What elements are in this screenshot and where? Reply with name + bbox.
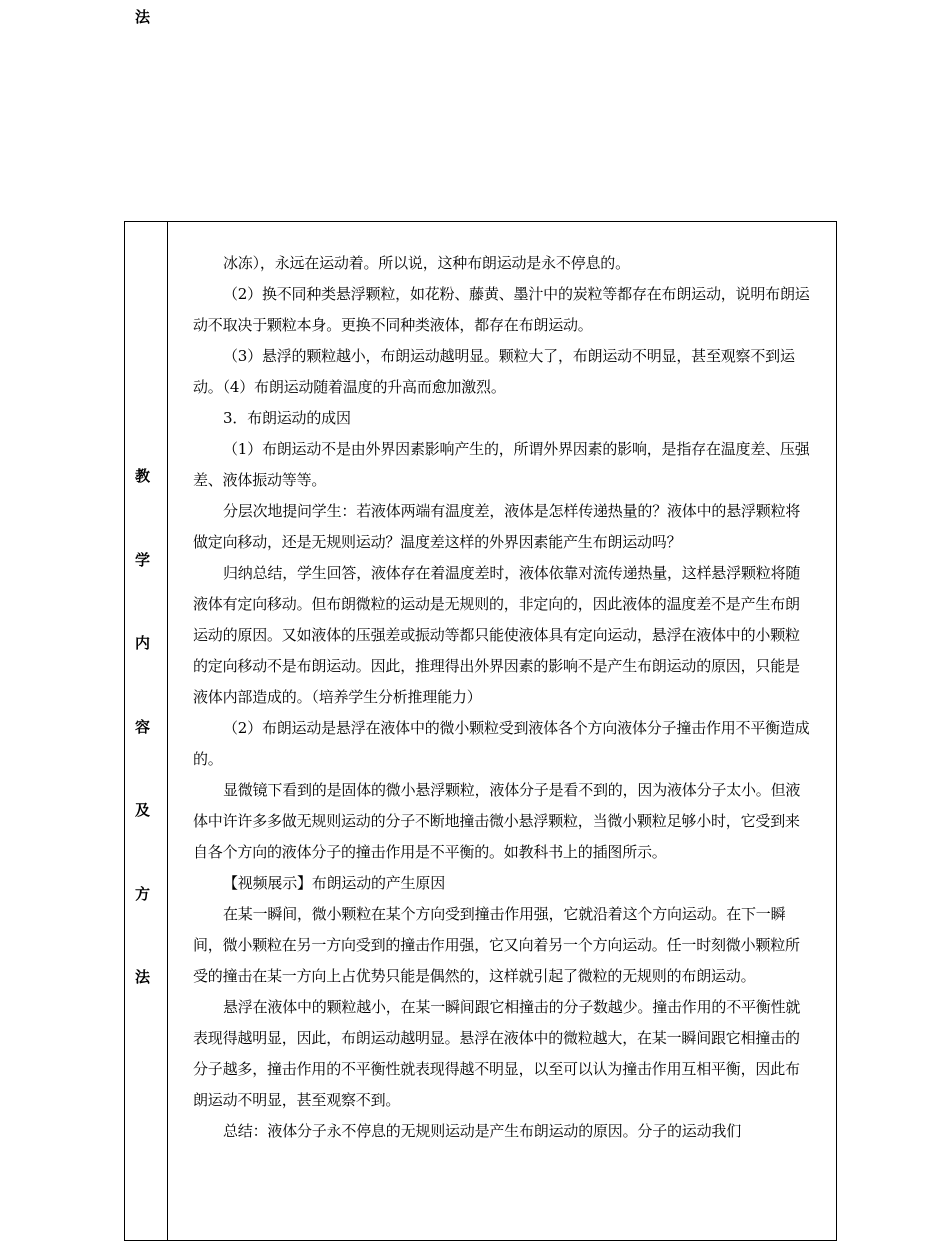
paragraph: 总结：液体分子永不停息的无规则运动是产生布朗运动的原因。分子的运动我们 <box>223 1122 742 1140</box>
section-heading: 3．布朗运动的成因 <box>223 409 351 427</box>
lesson-table <box>124 221 837 1241</box>
section-label-fragment: 法 <box>135 8 151 26</box>
side-label-char: 学 <box>135 551 151 569</box>
side-label-char: 及 <box>135 801 151 819</box>
video-note: 【视频展示】布朗运动的产生原因 <box>223 874 446 892</box>
lesson-content <box>193 248 811 1147</box>
paragraph: （2）布朗运动是悬浮在液体中的微小颗粒受到液体各个方向液体分子撞击作用不平衡造成的。 <box>193 719 810 768</box>
side-label-char: 方 <box>135 885 151 903</box>
paragraph: 冰冻），永远在运动着。所以说，这种布朗运动是永不停息的。 <box>223 254 630 272</box>
side-label-char: 内 <box>135 634 151 652</box>
paragraph: 分层次地提问学生：若液体两端有温度差，液体是怎样传递热量的？液体中的悬浮颗粒将做定向移动，还是无规则运动？温度差这样的外界因素能产生布朗运动吗？ <box>193 502 801 551</box>
paragraph: （1）布朗运动不是由外界因素影响产生的，所谓外界因素的影响，是指存在温度差、压强差、液体振动等等。 <box>193 440 810 489</box>
side-label-column <box>125 222 168 1240</box>
side-label-char: 容 <box>135 718 151 736</box>
paragraph: （3）悬浮的颗粒越小，布朗运动越明显。颗粒大了，布朗运动不明显，甚至观察不到运动。（4）布朗运动随着温度的升高而愈加激烈。 <box>193 347 795 396</box>
side-label-char: 教 <box>135 467 151 485</box>
side-label-char: 法 <box>135 968 151 986</box>
paragraph: 在某一瞬间，微小颗粒在某个方向受到撞击作用强，它就沿着这个方向运动。在下一瞬间，微小颗粒在另一方向受到的撞击作用强，它又向着另一个方向运动。任一时刻微小颗粒所受的撞击在某一方向上占优势只能是偶然的，这样就引起了微粒的无规则的布朗运动。 <box>193 905 800 985</box>
paragraph: 归纳总结，学生回答，液体存在着温度差时，液体依靠对流传递热量，这样悬浮颗粒将随液体有定向移动。但布朗微粒的运动是无规则的，非定向的，因此液体的温度差不是产生布朗运动的原因。又如液体的压强差或振动等都只能使液体具有定向运动，悬浮在液体中的小颗粒的定向移动不是布朗运动。因此，推理得出外界因素的影响不是产生布朗运动的原因，只能是液体内部造成的。（培养学生分析推理能力） <box>193 564 801 706</box>
paragraph: 悬浮在液体中的颗粒越小，在某一瞬间跟它相撞击的分子数越少。撞击作用的不平衡性就表现得越明显，因此，布朗运动越明显。悬浮在液体中的微粒越大，在某一瞬间跟它相撞击的分子越多，撞击作用的不平衡性就表现得越不明显，以至可以认为撞击作用互相平衡，因此布朗运动不明显，甚至观察不到。 <box>193 998 801 1109</box>
paragraph: （2）换不同种类悬浮颗粒，如花粉、藤黄、墨汁中的炭粒等都存在布朗运动，说明布朗运动不取决于颗粒本身。更换不同种类液体，都存在布朗运动。 <box>193 285 810 334</box>
paragraph: 显微镜下看到的是固体的微小悬浮颗粒，液体分子是看不到的，因为液体分子太小。但液体中许许多多做无规则运动的分子不断地撞击微小悬浮颗粒，当微小颗粒足够小时，它受到来自各个方向的液体分子的撞击作用是不平衡的。如教科书上的插图所示。 <box>193 781 801 861</box>
